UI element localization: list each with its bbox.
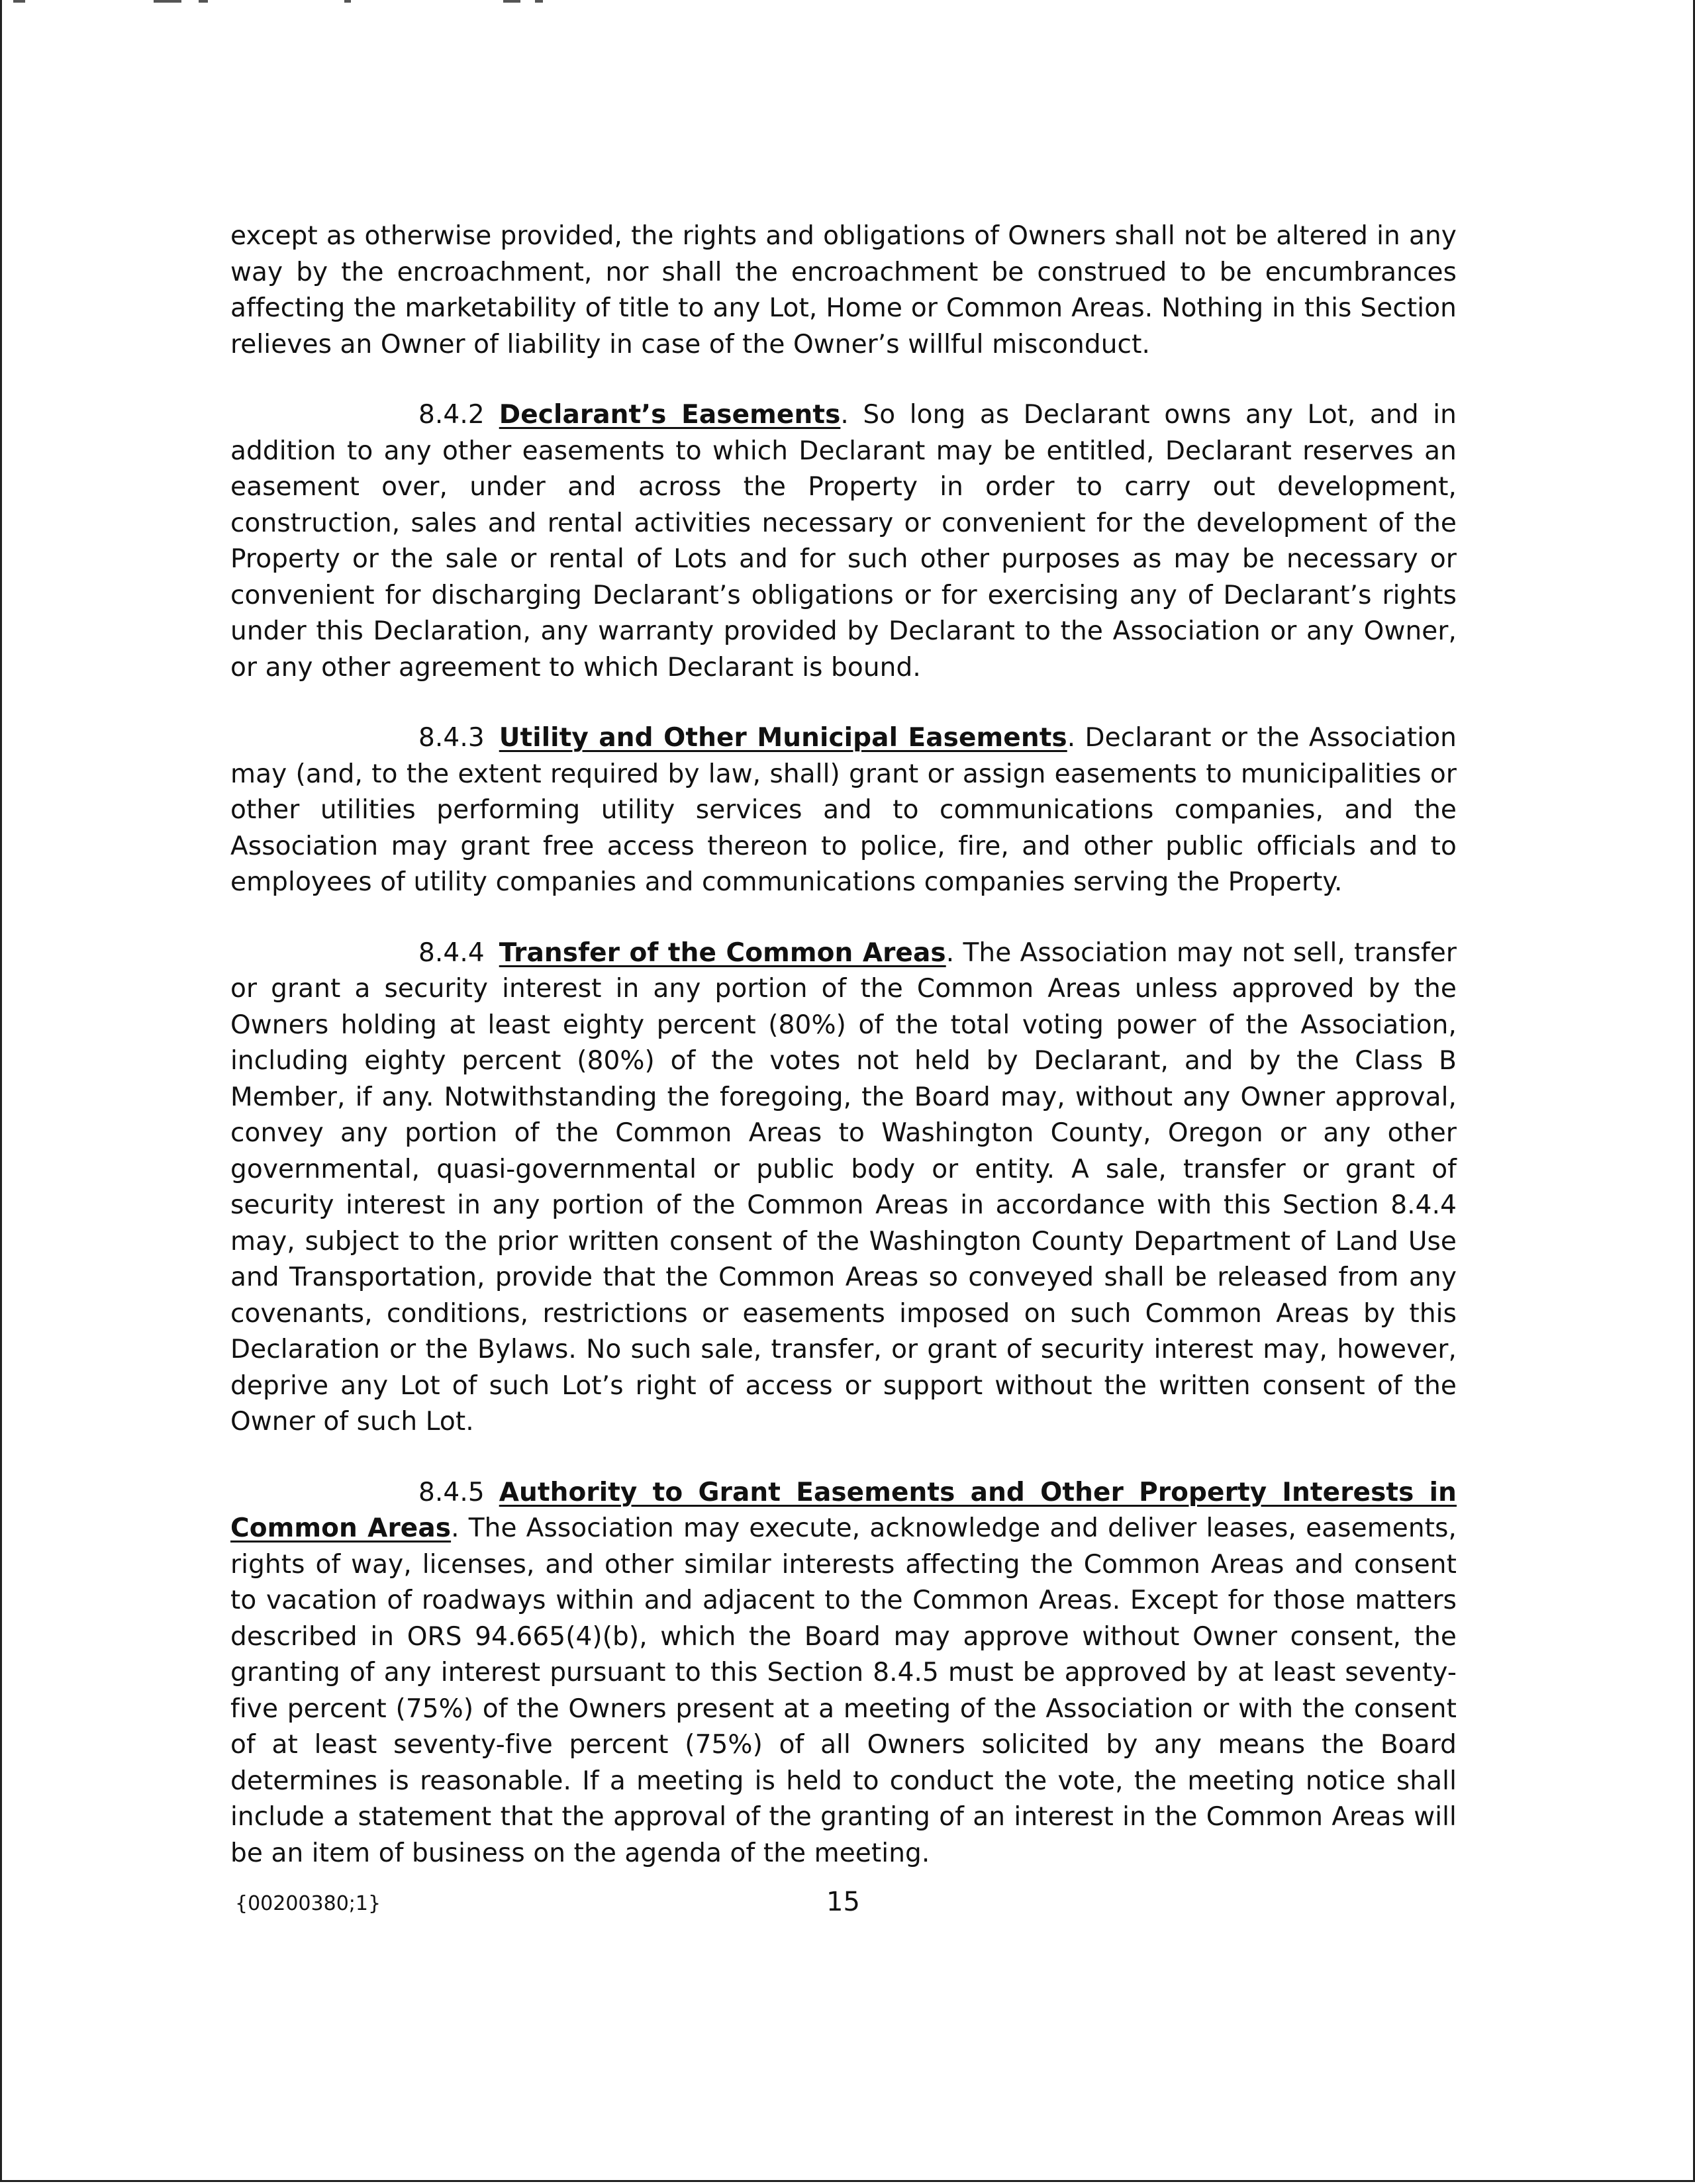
section-number: 8.4.2 [418,400,485,430]
section-8-4-2 [230,397,1457,686]
section-body: . The Association may not sell, transfer or grant a security interest in any portion of the Common Areas unless approved by the Owners holding at least eighty percent (80%) of the total voting power of the Association, including eighty percent (80%) of the votes not held by Declarant, and by the Class B Member, if any. Notwithstanding the foregoing, the Board may, without any Owner approval, convey any portion of the Common Areas to Washington County, Oregon or any other governmental, quasi-governmental or public body or entity. A sale, transfer or grant of security interest in any portion of the Common Areas in accordance with this Section 8.4.4 may, subject to the prior written consent of the Washington County Department of Land Use and Transportation, provide that the Common Areas so conveyed shall be released from any covenants, conditions, restrictions or easements imposed on such Common Areas by this Declaration or the Bylaws. No such sale, transfer, or grant of security interest may, however, deprive any Lot of such Lot’s right of access or support without the written consent of the Owner of such Lot. [230,937,1457,1437]
continuation-paragraph: except as otherwise provided, the rights and obligations of Owners shall not be altered in any way by the encroachment, nor shall the encroachment be construed to be encumbrances affecting the marketability of title to any Lot, Home or Common Areas. Nothing in this Section relieves an Owner of liability in case of the Owner’s willful misconduct. [230,221,1457,359]
document-body [230,218,1457,1906]
section-body: . The Association may execute, acknowledge and deliver leases, easements, rights of way, licenses, and other similar interests affecting the Common Areas and consent to vacation of roadways within and adjacent to the Common Areas. Except for those matters described in ORS 94.665(4)(b), which the Board may approve without Owner consent, the granting of any interest pursuant to this Section 8.4.5 must be approved by at least seventy-five percent (75%) of the Owners present at a meeting of the Association or with the consent of at least seventy-five percent (75%) of all Owners solicited by any means the Board determines is reasonable. If a meeting is held to conduct the vote, the meeting notice shall include a statement that the approval of the granting of an interest in the Common Areas will be an item of business on the agenda of the meeting. [230,1513,1457,1868]
section-heading: Utility and Other Municipal Easements [499,723,1067,753]
section-8-4-3 [230,720,1457,901]
scan-top-marks [0,0,1695,4]
section-body: . So long as Declarant owns any Lot, and in addition to any other easements to which Declarant may be entitled, Declarant reserves an easement over, under and across the Property in order to carry out development, construction, sales and rental activities necessary or convenient for the development of the Property or the sale or rental of Lots and for such other purposes as may be necessary or convenient for discharging Declarant’s obligations or for exercising any of Declarant’s rights under this Declaration, any warranty provided by Declarant to the Association or any Owner, or any other agreement to which Declarant is bound. [230,400,1457,683]
section-number: 8.4.4 [418,937,485,968]
section-heading: Transfer of the Common Areas [499,937,946,968]
section-heading: Authority to Grant Easements and Other Property Interests in Common Areas [230,1477,1457,1543]
document-id: {00200380;1} [235,1892,381,1915]
section-body: . Declarant or the Association may (and, to the extent required by law, shall) grant or assign easements to municipalities or other utilities performing utility services and to communications companies, and the Association may grant free access thereon to police, fire, and other public officials and to employees of utility companies and communications companies serving the Property. [230,723,1457,897]
section-8-4-5 [230,1475,1457,1872]
section-number: 8.4.5 [418,1477,485,1507]
section-heading: Declarant’s Easements [499,400,841,430]
page-number: 15 [826,1887,860,1917]
section-number: 8.4.3 [418,723,485,753]
section-8-4-4 [230,935,1457,1441]
